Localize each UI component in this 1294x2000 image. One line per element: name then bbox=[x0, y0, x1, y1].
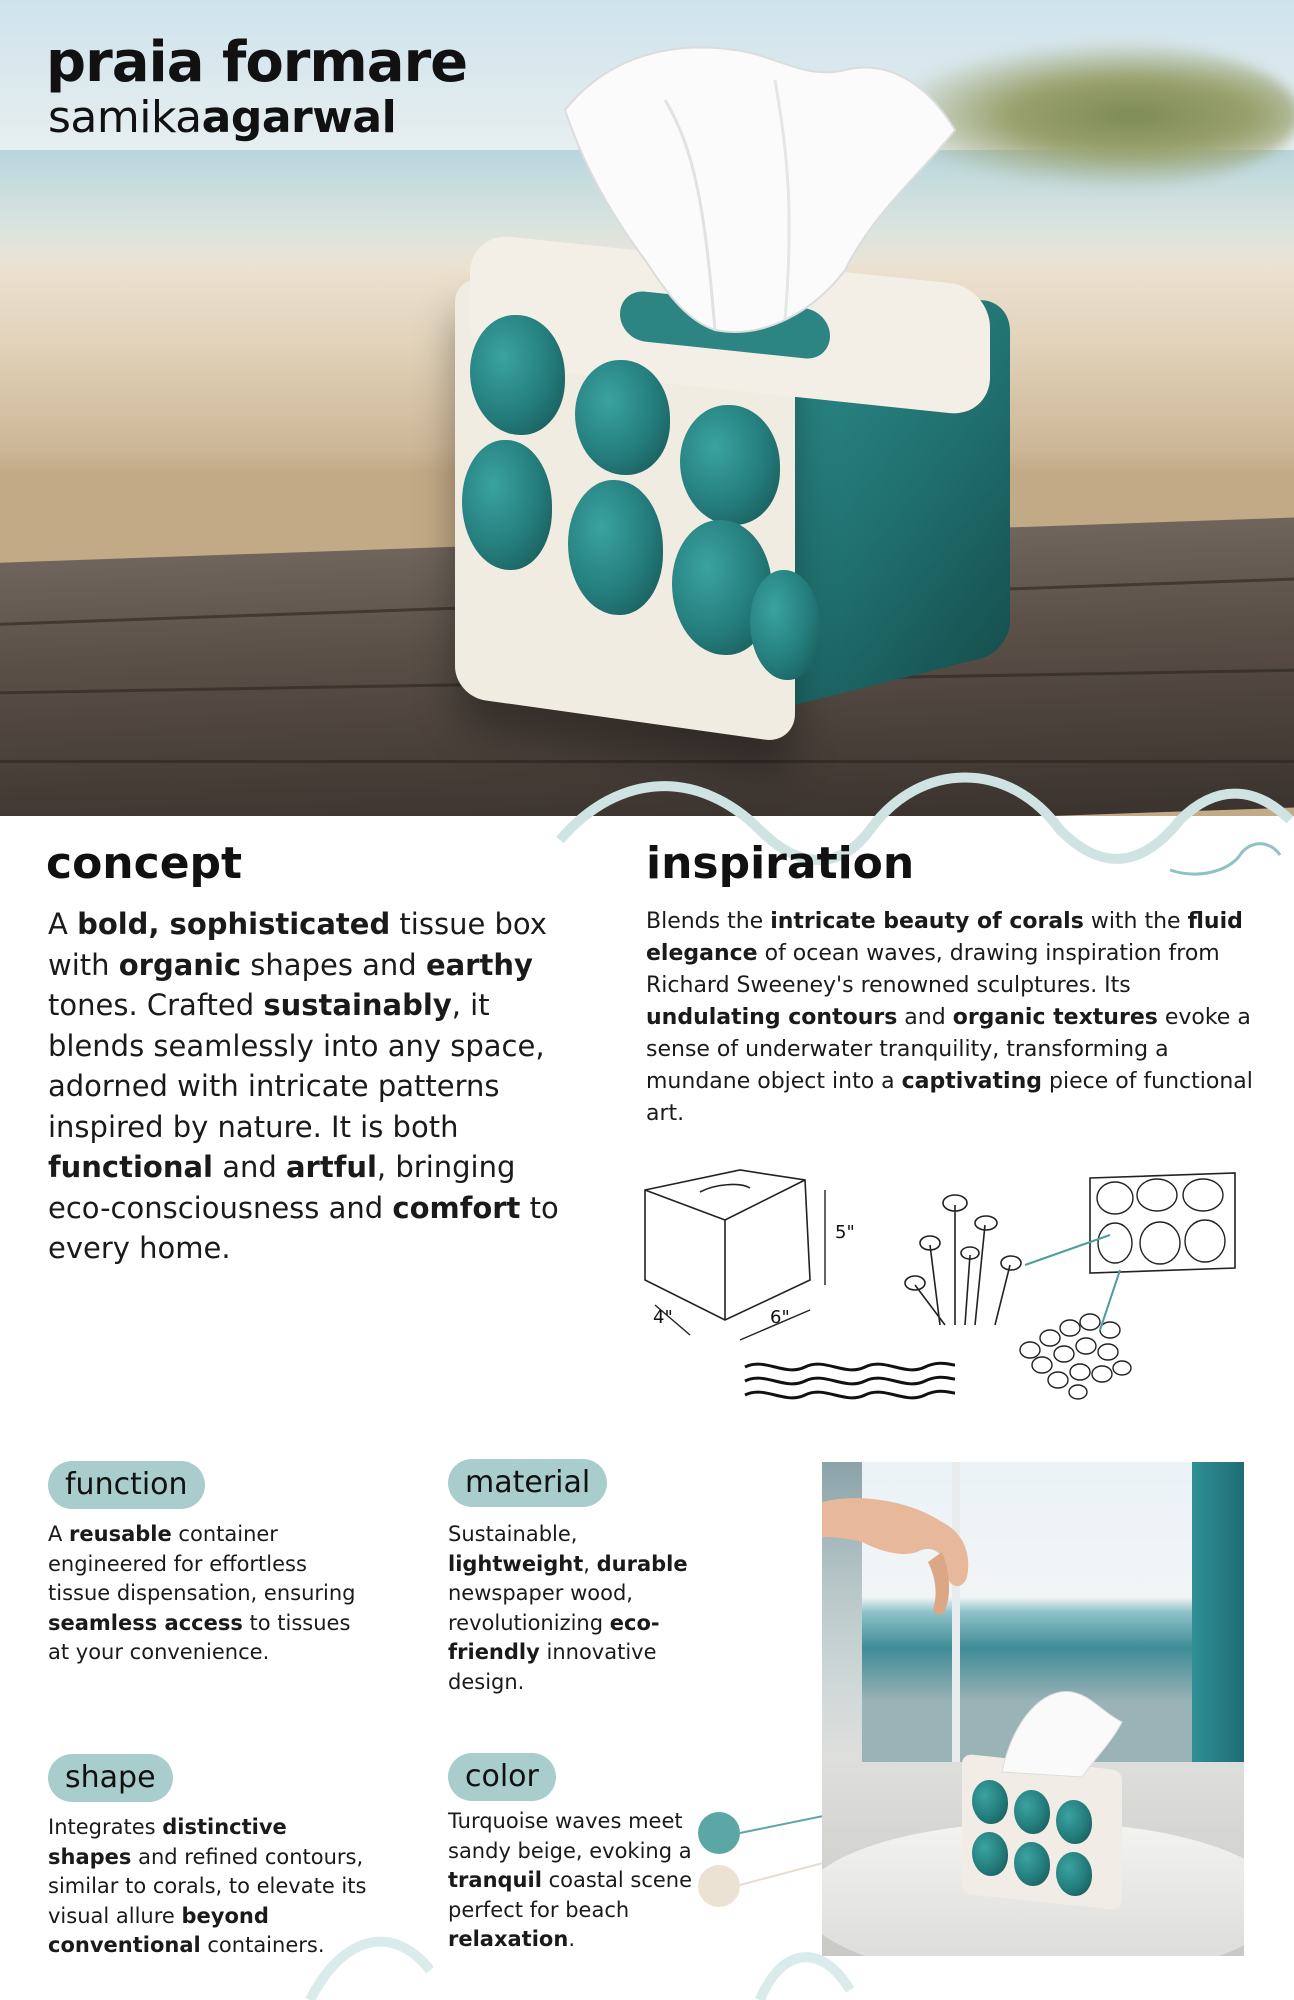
concept-text bbox=[48, 904, 568, 1269]
body-text: A bbox=[48, 1522, 70, 1546]
box-cell bbox=[972, 1780, 1008, 1824]
turquoise-swatch bbox=[698, 1812, 740, 1854]
box-cell bbox=[568, 480, 663, 615]
emphasis-text: comfort bbox=[392, 1190, 521, 1225]
box-cell bbox=[1014, 1790, 1050, 1834]
box-cell bbox=[1014, 1842, 1050, 1886]
body-text: and bbox=[212, 1150, 286, 1184]
body-text: Integrates bbox=[48, 1815, 163, 1839]
emphasis-text: bold, sophisticated bbox=[77, 907, 391, 941]
dimension-width: 6" bbox=[770, 1307, 790, 1328]
body-text: with the bbox=[1083, 909, 1188, 934]
body-text: tones. Crafted bbox=[48, 988, 264, 1022]
wave-sketch bbox=[740, 1355, 960, 1410]
box-cell bbox=[575, 360, 670, 475]
inspiration-heading: inspiration bbox=[646, 838, 915, 889]
body-text: coastal scene perfect for beach bbox=[448, 1868, 693, 1922]
shape-text bbox=[48, 1813, 368, 1961]
body-text: Sustainable, bbox=[448, 1522, 578, 1546]
material-text bbox=[448, 1520, 718, 1697]
dimension-depth: 4" bbox=[653, 1307, 673, 1328]
body-text: newspaper wood, revolutionizing bbox=[448, 1581, 633, 1635]
function-text bbox=[48, 1520, 368, 1668]
emphasis-text: functional bbox=[48, 1150, 213, 1184]
body-text: Turquoise waves meet sandy beige, evoking a bbox=[448, 1809, 692, 1863]
material-label: material bbox=[448, 1459, 607, 1507]
emphasis-text: organic textures bbox=[952, 1005, 1158, 1030]
emphasis-text: relaxation bbox=[448, 1927, 569, 1951]
designer-name bbox=[48, 92, 396, 143]
body-text: shapes and bbox=[241, 947, 426, 982]
box-cell bbox=[462, 440, 552, 570]
emphasis-text: reusable bbox=[69, 1522, 172, 1546]
photo-hand bbox=[822, 1482, 1022, 1642]
function-label: function bbox=[48, 1461, 205, 1509]
emphasis-text: distinctive shapes bbox=[48, 1815, 287, 1869]
color-text bbox=[448, 1807, 703, 1955]
color-label: color bbox=[448, 1753, 556, 1801]
body-text: tissue box with bbox=[48, 907, 547, 982]
emphasis-text: intricate beauty of corals bbox=[770, 909, 1084, 934]
shape-label: shape bbox=[48, 1754, 173, 1802]
emphasis-text: lightweight bbox=[448, 1551, 584, 1576]
body-text: container engineered for effortless tissue dispensation, ensuring bbox=[48, 1522, 356, 1605]
inspiration-text bbox=[646, 906, 1256, 1130]
emphasis-text: organic bbox=[118, 947, 242, 982]
body-text: , bringing eco-consciousness and bbox=[48, 1150, 516, 1225]
body-text: , it blends seamlessly into any space, adorned with intricate patterns inspired by nature. It is both bbox=[48, 988, 545, 1144]
emphasis-text: captivating bbox=[901, 1069, 1042, 1094]
photo-tissue bbox=[992, 1682, 1132, 1782]
lifestyle-photo bbox=[822, 1462, 1244, 1956]
dimension-height: 5" bbox=[835, 1222, 855, 1243]
box-cell bbox=[972, 1832, 1008, 1876]
emphasis-text: earthy bbox=[425, 947, 533, 982]
emphasis-text: durable bbox=[596, 1551, 688, 1576]
concept-heading: concept bbox=[46, 838, 243, 889]
box-cell bbox=[1056, 1800, 1092, 1844]
body-text: A bbox=[48, 907, 78, 941]
body-text: of ocean waves, drawing inspiration from Richard Sweeney's renowned sculptures. Its bbox=[646, 941, 1220, 998]
emphasis-text: sustainably bbox=[263, 988, 452, 1022]
body-text: to tissues at your convenience. bbox=[48, 1610, 351, 1664]
body-text: Blends the bbox=[646, 909, 771, 934]
tissue-paper bbox=[545, 40, 965, 350]
designer-last-name: agarwal bbox=[201, 92, 397, 143]
emphasis-text: fluid elegance bbox=[646, 909, 1243, 966]
emphasis-text: artful bbox=[285, 1150, 377, 1184]
emphasis-text: undulating contours bbox=[646, 1005, 898, 1030]
designer-first-name: samika bbox=[48, 92, 202, 143]
body-text: innovative design. bbox=[448, 1640, 657, 1694]
emphasis-text: beyond conventional bbox=[48, 1903, 269, 1957]
beige-swatch bbox=[698, 1865, 740, 1907]
box-cell bbox=[750, 570, 820, 680]
emphasis-text: tranquil bbox=[448, 1868, 542, 1892]
body-text: , bbox=[583, 1551, 597, 1576]
box-cell bbox=[1056, 1852, 1092, 1896]
body-text: piece of functional art. bbox=[646, 1069, 1253, 1126]
body-text: and bbox=[897, 1005, 953, 1030]
hero-image bbox=[0, 0, 1294, 816]
body-text: to every home. bbox=[48, 1190, 559, 1265]
brand-title: praia formare bbox=[46, 30, 468, 95]
body-text: containers. bbox=[200, 1933, 325, 1957]
sketch-connector-lines bbox=[1020, 1230, 1140, 1340]
body-text: . bbox=[568, 1927, 575, 1951]
photo-curtain bbox=[1192, 1462, 1244, 1762]
body-text: evoke a sense of underwater tranquility, transforming a mundane object into a bbox=[646, 1005, 1251, 1094]
emphasis-text: eco-friendly bbox=[448, 1610, 660, 1664]
body-text: and refined contours, similar to corals, to elevate its visual allure bbox=[48, 1844, 367, 1928]
emphasis-text: seamless access bbox=[48, 1610, 243, 1635]
